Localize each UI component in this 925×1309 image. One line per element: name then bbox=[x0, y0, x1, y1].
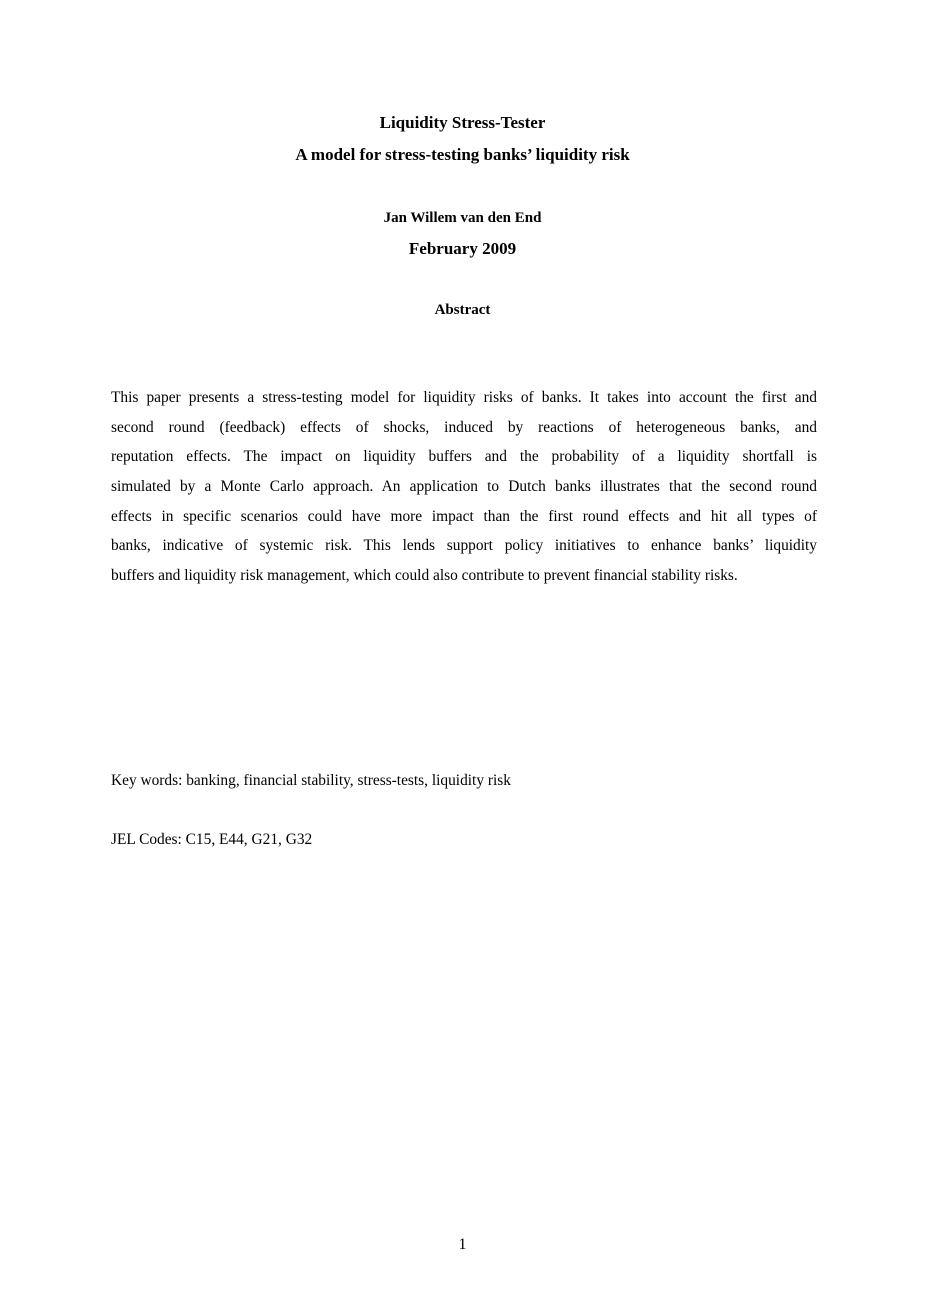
abstract-line: reputation effects. The impact on liquidity buffers and the probability of a liquidity shortfall is bbox=[111, 448, 817, 466]
abstract-heading: Abstract bbox=[434, 302, 491, 318]
abstract-line: banks, indicative of systemic risk. This lends support policy initiatives to enhance banks’ liquidity bbox=[111, 537, 817, 555]
author-name: Jan Willem van den End bbox=[383, 210, 542, 226]
publication-date: February 2009 bbox=[408, 239, 517, 258]
page-number: 1 bbox=[458, 1236, 467, 1253]
keywords: Key words: banking, financial stability, stress-tests, liquidity risk bbox=[111, 772, 511, 789]
abstract-line: buffers and liquidity risk management, which could also contribute to prevent financial stability risks. bbox=[111, 567, 738, 585]
abstract-body bbox=[111, 383, 817, 591]
paper-title: Liquidity Stress-Tester bbox=[379, 113, 546, 132]
paper-subtitle: A model for stress-testing banks’ liquidity risk bbox=[295, 145, 630, 164]
jel-codes: JEL Codes: C15, E44, G21, G32 bbox=[111, 831, 313, 848]
abstract-line: second round (feedback) effects of shocks, induced by reactions of heterogeneous banks, and bbox=[111, 418, 817, 436]
abstract-line: This paper presents a stress-testing model for liquidity risks of banks. It takes into account the first and bbox=[111, 389, 817, 406]
abstract-line: effects in specific scenarios could have more impact than the first round effects and hit all types of bbox=[111, 507, 817, 525]
abstract-line: simulated by a Monte Carlo approach. An application to Dutch banks illustrates that the second round bbox=[111, 478, 817, 496]
